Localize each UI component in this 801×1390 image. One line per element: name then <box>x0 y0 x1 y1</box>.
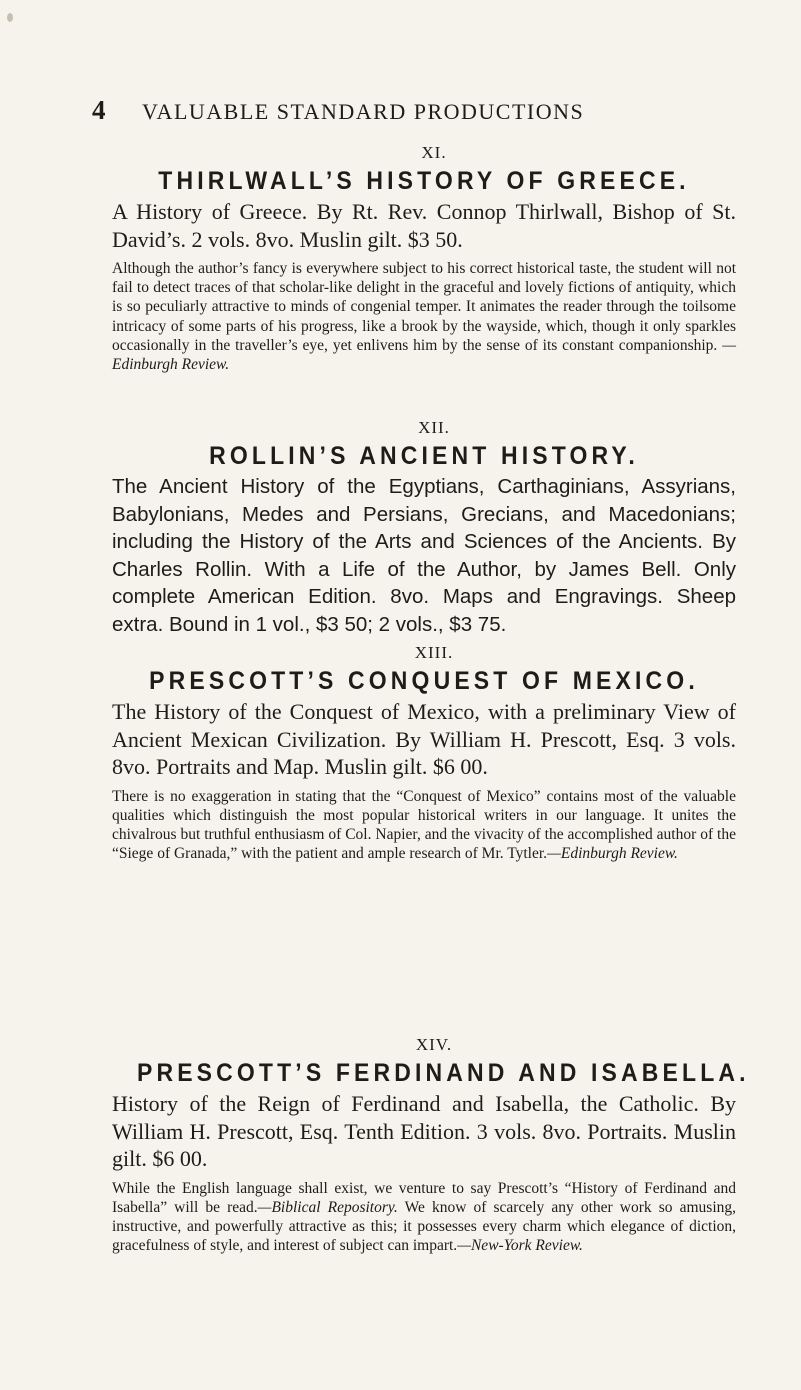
review-source: —Edinburgh Review. <box>112 336 736 374</box>
review-text: Although the author’s fancy is everywhere subject to his correct historical taste, the student will not fail to detect traces of that scholar-like delight in the graceful and lovely fictions of antiquity, which is so peculiarly attractive to minds of congenial temper. It animates the reader through the toilsome intricacy of some parts of his progress, like a brook by the wayside, which, though it only sparkles occasionally in the traveller’s eye, yet enlivens him by the sense of its constant companionship. <box>112 260 736 354</box>
entry-heading: PRESCOTT’S CONQUEST OF MEXICO. <box>149 667 699 695</box>
review-text: There is no exaggeration in stating that the “Conquest of Mexico” contains most of the valuable qualities which distinguish the most popular historical writers in our language. It unites the chivalrous but truthful enthusiasm of Col. Napier, and the vivacity of the accomplished author of the “Siege of Granada,” with the patient and ample research of Mr. Tytler. <box>112 787 736 863</box>
entry-numeral: XII. <box>418 418 450 437</box>
entry-xiii <box>112 643 736 863</box>
page-number: 4 <box>92 95 107 125</box>
entry-xiv <box>112 1035 750 1255</box>
entry-numeral: XIV. <box>415 1035 453 1054</box>
review-text-continued: We know of scarcely any other work so amusing, instructive, and powerfully attractive as this; it possesses every charm which elegance of diction, gracefulness of style, and interest of subject can impart. <box>112 1198 737 1255</box>
entry-xi <box>112 143 736 374</box>
entry-description: A History of Greece. By Rt. Rev. Connop Thirlwall, Bishop of St. David’s. 2 vols. 8vo. Muslin gilt. $3 50. <box>112 199 736 252</box>
running-head <box>92 95 732 126</box>
entry-description: History of the Reign of Ferdinand and Isabella, the Catholic. By William H. Prescott, Esq. Tenth Edition. 3 vols. 8vo. Portraits. Muslin gilt. $6 00. <box>112 1091 736 1171</box>
entry-review <box>112 259 736 374</box>
review-source: —Biblical Repository. <box>257 1198 398 1216</box>
entry-xii <box>112 418 736 639</box>
review-source-second: —New-York Review. <box>457 1237 583 1255</box>
entry-heading: ROLLIN’S ANCIENT HISTORY. <box>209 442 639 470</box>
entry-heading: THIRLWALL’S HISTORY OF GREECE. <box>158 167 690 195</box>
entry-description: The Ancient History of the Egyptians, Carthaginians, Assyrians, Babylonians, Medes and Persians, Grecians, and Macedonians; including the History of the Arts and Sciences of the Ancients. By Charles Rollin. With a Life of the Author, by James Bell. Only complete American Edition. 8vo. Maps and Engravings. Sheep extra. Bound in 1 vol., $3 50; 2 vols., $3 75. <box>112 475 736 636</box>
entry-numeral: XIII. <box>414 643 454 662</box>
review-text: While the English language shall exist, we venture to say Prescott’s “History of Ferdinand and Isabella” will be read. <box>112 1179 736 1216</box>
entry-description: The History of the Conquest of Mexico, with a preliminary View of Ancient Mexican Civilization. By William H. Prescott, Esq. 3 vols. 8vo. Portraits and Map. Muslin gilt. $6 00. <box>112 699 736 779</box>
entry-review <box>112 787 736 864</box>
review-source: —Edinburgh Review. <box>547 845 678 863</box>
entry-numeral: XI. <box>421 143 447 162</box>
running-head-title: VALUABLE STANDARD PRODUCTIONS <box>142 99 585 124</box>
paper-fleck <box>7 13 13 22</box>
entry-review <box>112 1179 736 1256</box>
entry-heading: PRESCOTT’S FERDINAND AND ISABELLA. <box>136 1059 750 1087</box>
